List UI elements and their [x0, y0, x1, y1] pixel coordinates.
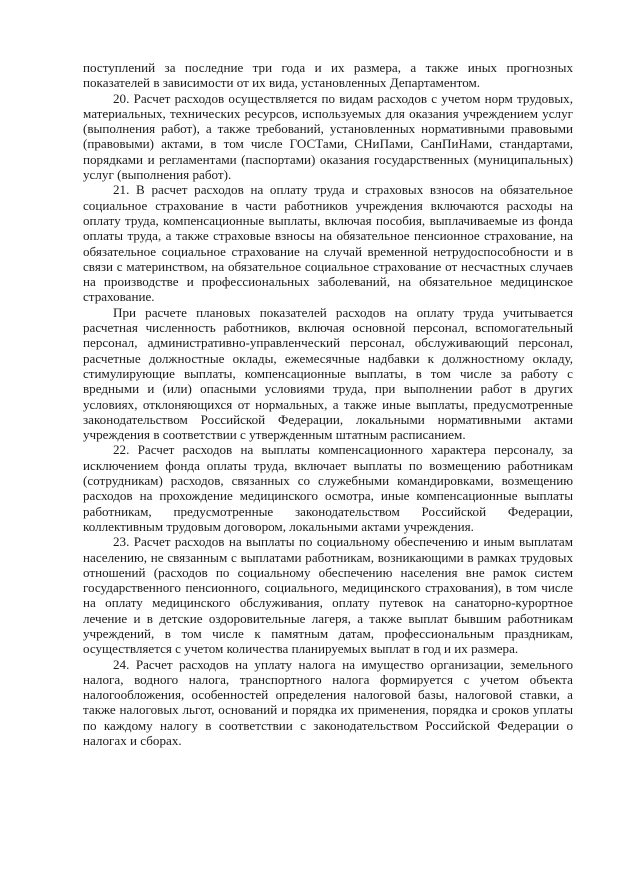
paragraph-continuation: поступлений за последние три года и их размера, а также иных прогнозных показателей в зависимости от их вида, установленных Департаментом. [83, 60, 573, 91]
paragraph-21: 21. В расчет расходов на оплату труда и страховых взносов на обязательное социальное страхование в части работников учреждения включаются расходы на оплату труда, компенсационные выплаты, включая пособия, выплачиваемые из фонда оплаты труда, а также страховые взносы на обязательное пенсионное страхование, на обязательное социальное страхование на случай временной нетрудоспособности и в связи с материнством, на обязательное социальное страхование от несчастных случаев на производстве и профессиональных заболеваний, на обязательное медицинское страхование. [83, 182, 573, 305]
paragraph-23: 23. Расчет расходов на выплаты по социальному обеспечению и иным выплатам населению, не связанным с выплатами работникам, возникающими в рамках трудовых отношений (расходов по социальному обеспечению населения вне рамок систем государственного пенсионного, социального, медицинского страхования), в том числе на оплату медицинского обслуживания, оплату путевок на санаторно-курортное лечение и в детские оздоровительные лагеря, а также выплат бывшим работникам учреждений, в том числе к памятным датам, профессиональным праздникам, осуществляется с учетом количества планируемых выплат в год и их размера. [83, 534, 573, 657]
paragraph-21-payroll: При расчете плановых показателей расходов на оплату труда учитывается расчетная численность работников, включая основной персонал, вспомогательный персонал, административно-управленческий персонал, обслуживающий персонал, расчетные должностные оклады, ежемесячные надбавки к должностному окладу, стимулирующие выплаты, компенсационные выплаты, в том числе за работу с вредными и (или) опасными условиями труда, при выполнении работ в других условиях, отклоняющихся от нормальных, а также иные выплаты, предусмотренные законодательством Российской Федерации, локальными нормативными актами учреждения в соответствии с утвержденным штатным расписанием. [83, 304, 573, 443]
paragraph-22: 22. Расчет расходов на выплаты компенсационного характера персоналу, за исключением фонда оплаты труда, включает выплаты по возмещению работникам (сотрудникам) расходов, связанных со служебными командировками, возмещению расходов на прохождение медицинского осмотра, иные компенсационные выплаты работникам, предусмотренные законодательством Российской Федерации, коллективным трудовым договором, локальными актами учреждения. [83, 442, 573, 534]
paragraph-20: 20. Расчет расходов осуществляется по видам расходов с учетом норм трудовых, материальных, технических ресурсов, используемых для оказания учреждением услуг (выполнения работ), а также требований, установленных нормативными правовыми (правовыми) актами, в том числе ГОСТами, СНиПами, СанПиНами, стандартами, порядками и регламентами (паспортами) оказания государственных (муниципальных) услуг (выполнения работ). [83, 90, 573, 183]
paragraph-24: 24. Расчет расходов на уплату налога на имущество организации, земельного налога, водного налога, транспортного налога формируется с учетом объекта налогообложения, особенностей определения налоговой базы, налоговой ставки, а также налоговых льгот, оснований и порядка их применения, порядка и сроков уплаты по каждому налогу в соответствии с законодательством Российской Федерации о налогах и сборах. [83, 656, 573, 749]
document-page [83, 60, 573, 748]
